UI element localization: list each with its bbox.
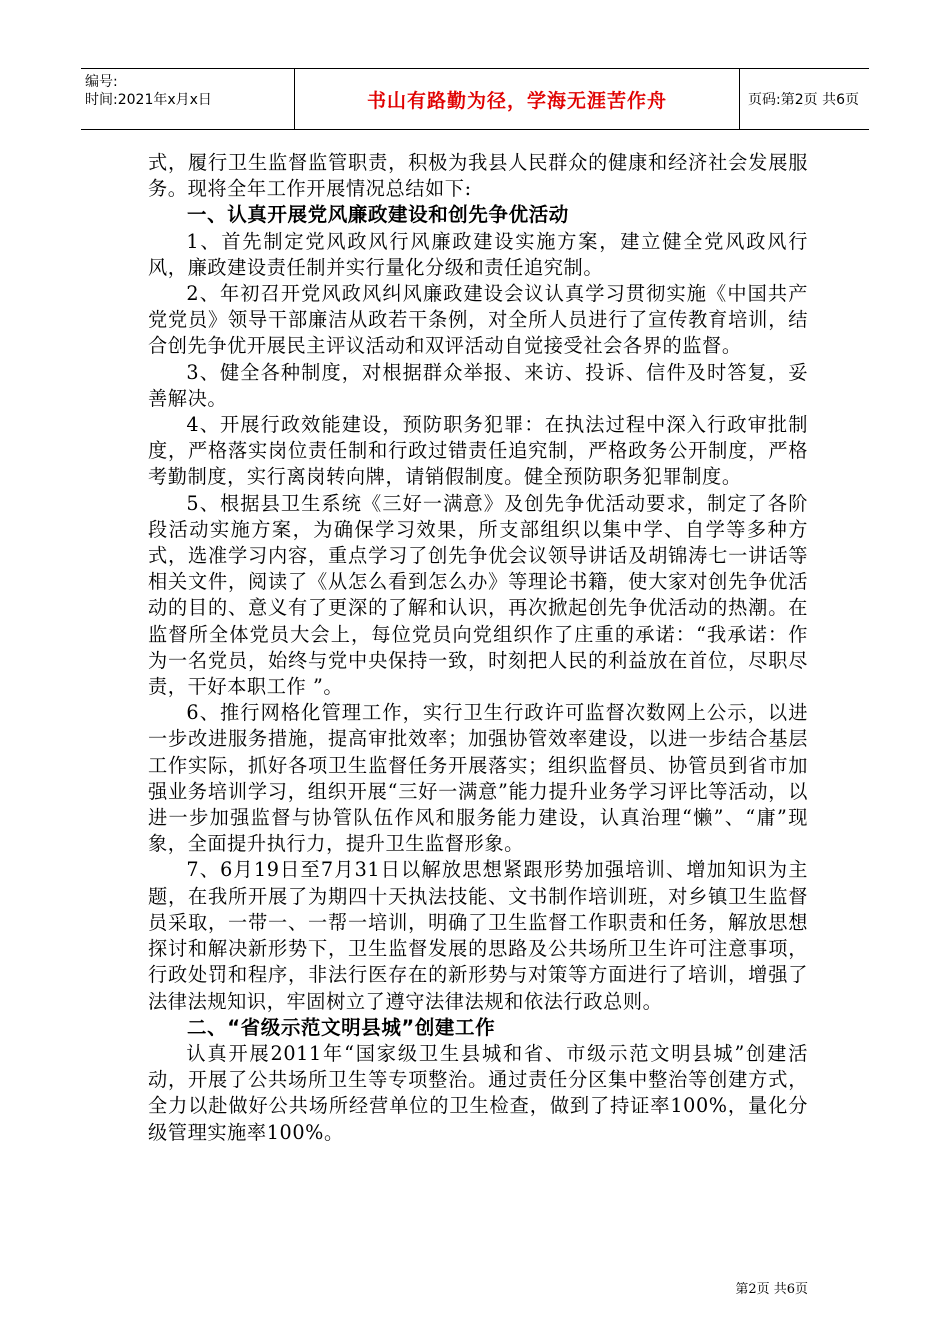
page-footer: 第2页 共6页 (735, 1282, 808, 1297)
body-paragraph: 3、健全各种制度，对根据群众举报、来访、投诉、信件及时答复，妥善解决。 (148, 360, 808, 410)
body-paragraph: 2、年初召开党风政风纠风廉政建设会议认真学习贯彻实施《中国共产党党员》领导干部廉洁从政若干条例，对全所人员进行了宣传教育培训，结合创先争优开展民主评议活动和双评活动自觉接受社会各界的监督。 (148, 282, 808, 358)
document-number-label: 编号: (85, 74, 118, 90)
body-paragraph: 认真开展2011年“国家级卫生县城和省、市级示范文明县城”创建活动，开展了公共场所卫生等专项整治。通过责任分区集中整治等创建方式，全力以赴做好公共场所经营单位的卫生检查，做到了持证率100%，量化分级管理实施率100%。 (148, 1041, 808, 1144)
section-heading: 一、认真开展党风廉政建设和创先争优活动 (187, 203, 569, 227)
section-heading: 二、“省级示范文明县城”创建工作 (187, 1015, 496, 1039)
document-body (148, 150, 808, 1146)
page-header (81, 68, 869, 130)
header-page-info: 页码:第2页 共6页 (748, 92, 859, 108)
document-time-label: 时间:2021年x月x日 (85, 92, 212, 108)
body-paragraph: 5、根据县卫生系统《三好一满意》及创先争优活动要求，制定了各阶段活动实施方案，为确保学习效果，所支部组织以集中学、自学等多种方式，选准学习内容，重点学习了创先争优会议领导讲话及胡锦涛七一讲话等相关文件，阅读了《从怎么看到怎么办》等理论书籍，使大家对创先争优活动的目的、意义有了更深的了解和认识，再次掀起创先争优活动的热潮。在监督所全体党员大会上，每位党员向党组织作了庄重的承诺：“我承诺：作为一名党员，始终与党中央保持一致，时刻把人民的利益放在首位，尽职尽责，干好本职工作 ”。 (148, 491, 808, 699)
body-paragraph: 4、开展行政效能建设，预防职务犯罪：在执法过程中深入行政审批制度，严格落实岗位责任制和行政过错责任追究制，严格政务公开制度，严格考勤制度，实行离岗转向牌，请销假制度。健全预防职务犯罪制度。 (148, 413, 808, 489)
header-motto: 书山有路勤为径，学海无涯苦作舟 (294, 69, 740, 129)
body-paragraph: 6、推行网格化管理工作，实行卫生行政许可监督次数网上公示，以进一步改进服务措施，提高审批效率；加强协管效率建设，以进一步结合基层工作实际，抓好各项卫生监督任务开展落实；组织监督员、协管员到省市加强业务培训学习，组织开展“三好一满意”能力提升业务学习评比等活动，以进一步加强监督与协管队伍作风和服务能力建设，认真治理“懒”、“庸”现象，全面提升执行力，提升卫生监督形象。 (148, 701, 808, 856)
header-meta (81, 69, 294, 129)
body-paragraph: 7、6月19日至7月31日以解放思想紧跟形势加强培训、增加知识为主题，在我所开展了为期四十天执法技能、文书制作培训班，对乡镇卫生监督员采取，一带一、一帮一培训，明确了卫生监督工作职责和任务，解放思想探讨和解决新形势下，卫生监督发展的思路及公共场所卫生许可注意事项，行政处罚和程序，非法行医存在的新形势与对策等方面进行了培训，增强了法律法规知识，牢固树立了遵守法律法规和依法行政总则。 (148, 858, 808, 1013)
body-paragraph: 式，履行卫生监督监管职责，积极为我县人民群众的健康和经济社会发展服务。现将全年工作开展情况总结如下: (148, 151, 808, 201)
body-paragraph: 1、首先制定党风政风行风廉政建设实施方案，建立健全党风政风行风，廉政建设责任制并实行量化分级和责任追究制。 (148, 229, 808, 279)
